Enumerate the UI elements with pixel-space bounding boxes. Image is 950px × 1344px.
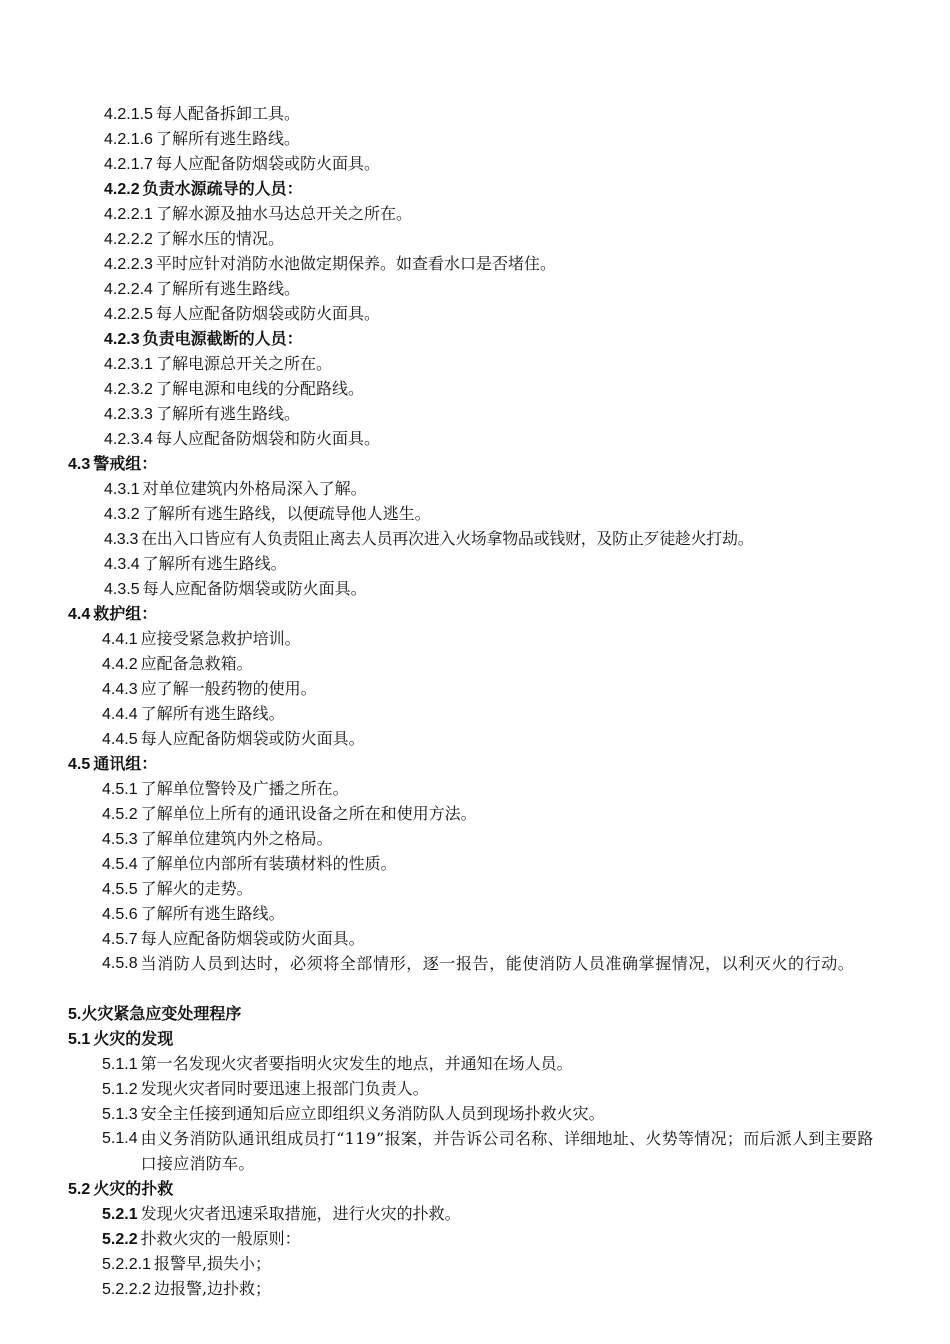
item-text: 对单位建筑内外格局深入了解。 [142,479,367,498]
item-text: 应配备急救箱。 [140,654,253,673]
item-text: 由义务消防队通讯组成员打“119”报案，并告诉公司名称、详细地址、火势等情况；而后派人到主要路口接应消防车。 [140,1129,874,1173]
item-4-5-7 [102,926,365,951]
heading-number: 5.2 [68,1181,91,1198]
item-number: 4.2.2.5 [104,306,153,323]
item-text: 报警早,损失小； [153,1254,272,1273]
item-5-1-1 [102,1051,573,1076]
heading-4-4 [68,601,157,626]
heading-4-5 [68,751,157,776]
item-4-4-5 [102,726,365,751]
heading-5 [68,1001,241,1026]
item-text: 扑救火灾的一般原则： [140,1229,301,1248]
item-4-3-2 [104,501,431,526]
item-4-3-5 [104,576,367,601]
item-number: 4.5.6 [102,906,138,923]
item-number: 4.4.1 [102,631,138,648]
item-number: 4.2.3.2 [104,381,153,398]
item-4-5-2 [102,801,477,826]
item-text: 了解所有逃生路线。 [155,279,300,298]
item-4-5-4 [102,851,397,876]
item-4-5-8 [102,951,887,976]
item-text: 在出入口皆应有人负责阻止离去人员再次进入火场拿物品或钱财，及防止歹徒趁火打劫。 [141,529,754,548]
item-text: 了解所有逃生路线，以便疏导他人逃生。 [142,504,431,523]
item-text: 发现火灾者迅速采取措施，进行火灾的扑救。 [140,1204,461,1223]
item-text: 每人应配备防烟袋和防火面具。 [155,429,380,448]
item-text: 了解所有逃生路线。 [155,129,300,148]
heading-number: 4.2.3 [104,331,140,348]
item-4-5-6 [102,901,285,926]
item-text: 了解水压的情况。 [155,229,284,248]
heading-text: 救护组： [93,604,158,623]
item-4-3-3 [104,526,753,551]
heading-number: 5.1 [68,1031,91,1048]
item-text: 了解单位上所有的通讯设备之所在和使用方法。 [140,804,477,823]
item-number: 4.3.5 [104,581,140,598]
item-number: 4.3.1 [104,481,140,498]
item-4-5-5 [102,876,253,901]
item-number: 5.2.1 [102,1206,138,1223]
item-4-2-3-4 [104,426,380,451]
item-number: 5.2.2 [102,1231,138,1248]
item-text: 平时应针对消防水池做定期保养。如查看水口是否堵住。 [155,254,556,273]
item-4-4-4 [102,701,285,726]
item-5-2-1 [102,1201,461,1226]
item-text: 了解水源及抽水马达总开关之所在。 [155,204,412,223]
item-text: 每人应配备防烟袋或防火面具。 [140,729,365,748]
item-text: 了解单位建筑内外之格局。 [140,829,333,848]
item-5-2-2-2 [102,1276,271,1301]
heading-text: 警戒组： [93,454,158,473]
item-number: 4.4.3 [102,681,138,698]
item-number: 5.2.2.1 [102,1256,151,1273]
item-number: 4.4.2 [102,656,138,673]
heading-number: 4.2.2 [104,181,140,198]
item-text: 发现火灾者同时要迅速上报部门负责人。 [140,1079,429,1098]
heading-text: 火灾的扑救 [93,1179,174,1198]
item-number: 5.1.3 [102,1106,138,1123]
item-number: 4.5.3 [102,831,138,848]
item-text: 每人配备拆卸工具。 [155,104,300,123]
item-number: 4.2.3.1 [104,356,153,373]
item-text: 第一名发现火灾者要指明火灾发生的地点，并通知在场人员。 [140,1054,573,1073]
heading-5-2 [68,1176,173,1201]
item-text: 了解火的走势。 [140,879,253,898]
item-4-5-1 [102,776,349,801]
item-number: 4.5.7 [102,931,138,948]
item-number: 4.2.1.5 [104,106,153,123]
item-number: 4.5.1 [102,781,138,798]
item-number: 4.5.2 [102,806,138,823]
item-4-2-2-4 [104,276,300,301]
item-text: 了解所有逃生路线。 [140,704,285,723]
heading-text: 负责电源截断的人员： [142,329,303,348]
item-5-2-2 [102,1226,301,1251]
item-5-2-2-1 [102,1251,271,1276]
item-number: 4.2.2.2 [104,231,153,248]
item-number: 4.4.4 [102,706,138,723]
heading-5-1 [68,1026,173,1051]
item-text: 安全主任接到通知后应立即组织义务消防队人员到现场扑救火灾。 [140,1104,605,1123]
item-4-2-2-2 [104,226,284,251]
heading-4-3 [68,451,157,476]
item-number: 4.2.2.3 [104,256,153,273]
item-4-4-1 [102,626,301,651]
heading-number: 4.4 [68,606,91,623]
item-5-1-4 [102,1126,887,1176]
item-4-2-2-3 [104,251,556,276]
item-number: 5.1.4 [102,1130,138,1147]
item-number: 4.3.2 [104,506,140,523]
item-text: 应了解一般药物的使用。 [140,679,317,698]
item-number: 4.2.3.4 [104,431,153,448]
item-number: 4.4.5 [102,731,138,748]
item-5-1-2 [102,1076,429,1101]
item-text: 了解所有逃生路线。 [155,404,300,423]
item-text: 边报警,边扑救； [153,1279,272,1298]
item-number: 5.2.2.2 [102,1281,151,1298]
item-text: 了解所有逃生路线。 [142,554,287,573]
heading-number: 4.5 [68,756,91,773]
item-4-2-1-6 [104,126,300,151]
item-number: 4.3.3 [104,531,139,548]
heading-number: 5. [68,1006,82,1023]
item-number: 5.1.2 [102,1081,138,1098]
item-4-5-3 [102,826,333,851]
item-number: 4.5.8 [102,955,138,972]
heading-4-2-3 [104,326,303,351]
item-number: 4.5.4 [102,856,138,873]
item-5-1-3 [102,1101,605,1126]
item-text: 每人应配备防烟袋或防火面具。 [155,304,380,323]
item-number: 4.2.1.6 [104,131,153,148]
item-text: 了解所有逃生路线。 [140,904,285,923]
item-4-2-3-2 [104,376,364,401]
item-text: 每人应配备防烟袋或防火面具。 [142,579,367,598]
item-4-2-1-5 [104,101,300,126]
item-number: 4.2.3.3 [104,406,153,423]
item-4-4-2 [102,651,253,676]
heading-text: 通讯组： [93,754,158,773]
item-number: 4.2.2.1 [104,206,153,223]
item-text: 了解电源总开关之所在。 [155,354,332,373]
item-text: 了解单位内部所有装璜材料的性质。 [140,854,397,873]
item-text: 每人应配备防烟袋或防火面具。 [155,154,380,173]
heading-text: 火灾紧急应变处理程序 [81,1004,242,1023]
heading-number: 4.3 [68,456,91,473]
item-4-3-1 [104,476,367,501]
item-text: 当消防人员到达时，必须将全部情形，逐一报告，能使消防人员准确掌握情况，以利灭火的行动。 [140,954,855,973]
item-4-2-3-1 [104,351,332,376]
item-4-4-3 [102,676,317,701]
heading-4-2-2 [104,176,303,201]
item-number: 4.2.2.4 [104,281,153,298]
item-number: 4.5.5 [102,881,138,898]
item-4-2-2-1 [104,201,412,226]
item-number: 4.2.1.7 [104,156,153,173]
item-text: 每人应配备防烟袋或防火面具。 [140,929,365,948]
item-4-2-1-7 [104,151,380,176]
item-text: 应接受紧急救护培训。 [140,629,301,648]
item-4-3-4 [104,551,287,576]
item-text: 了解单位警铃及广播之所在。 [140,779,349,798]
item-number: 4.3.4 [104,556,140,573]
heading-text: 火灾的发现 [93,1029,174,1048]
item-4-2-3-3 [104,401,300,426]
item-number: 5.1.1 [102,1056,138,1073]
item-4-2-2-5 [104,301,380,326]
heading-text: 负责水源疏导的人员： [142,179,303,198]
item-text: 了解电源和电线的分配路线。 [155,379,364,398]
